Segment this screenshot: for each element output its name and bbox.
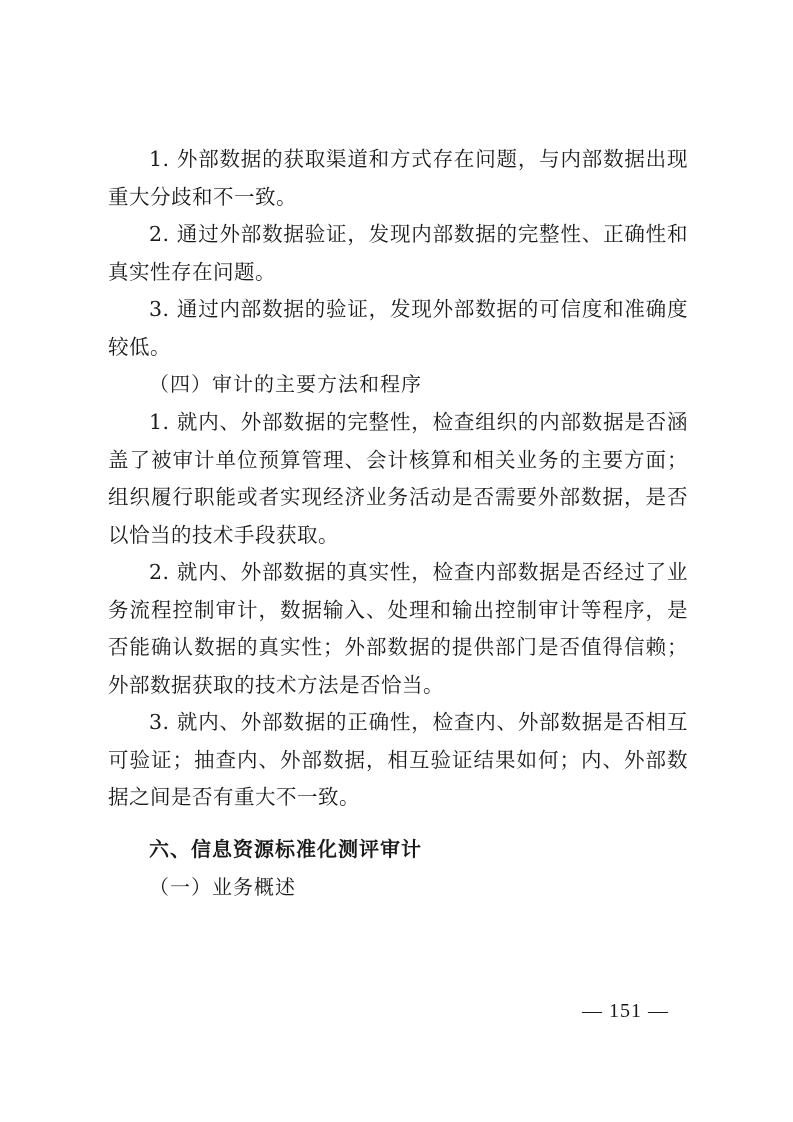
paragraph-method-1: 1. 就内、外部数据的完整性，检查组织的内部数据是否涵盖了被审计单位预算管理、会计核算和相关业务的主要方面；组织履行职能或者实现经济业务活动是否需要外部数据，是否以恰当的技术手段获取。 [108,410,688,547]
heading-audit-methods: （四）审计的主要方法和程序 [149,372,422,396]
paragraph-issue-1: 1. 外部数据的获取渠道和方式存在问题，与内部数据出现重大分歧和不一致。 [108,147,688,209]
paragraph-issue-2: 2. 通过外部数据验证，发现内部数据的完整性、正确性和真实性存在问题。 [108,222,688,284]
heading-section-6: 六、信息资源标准化测评审计 [149,837,422,861]
page-number: — 151 — [582,1000,669,1022]
paragraph-method-2: 2. 就内、外部数据的真实性，检查内部数据是否经过了业务流程控制审计，数据输入、处理和输出控制审计等程序，是否能确认数据的真实性；外部数据的提供部门是否值得信赖；外部数据获取的技术方法是否恰当。 [108,560,688,697]
paragraph-method-3: 3. 就内、外部数据的正确性，检查内、外部数据是否相互可验证；抽查内、外部数据，相互验证结果如何；内、外部数据之间是否有重大不一致。 [108,710,688,809]
paragraph-issue-3: 3. 通过内部数据的验证，发现外部数据的可信度和准确度较低。 [108,297,688,359]
heading-business-overview: （一）业务概述 [149,875,296,899]
